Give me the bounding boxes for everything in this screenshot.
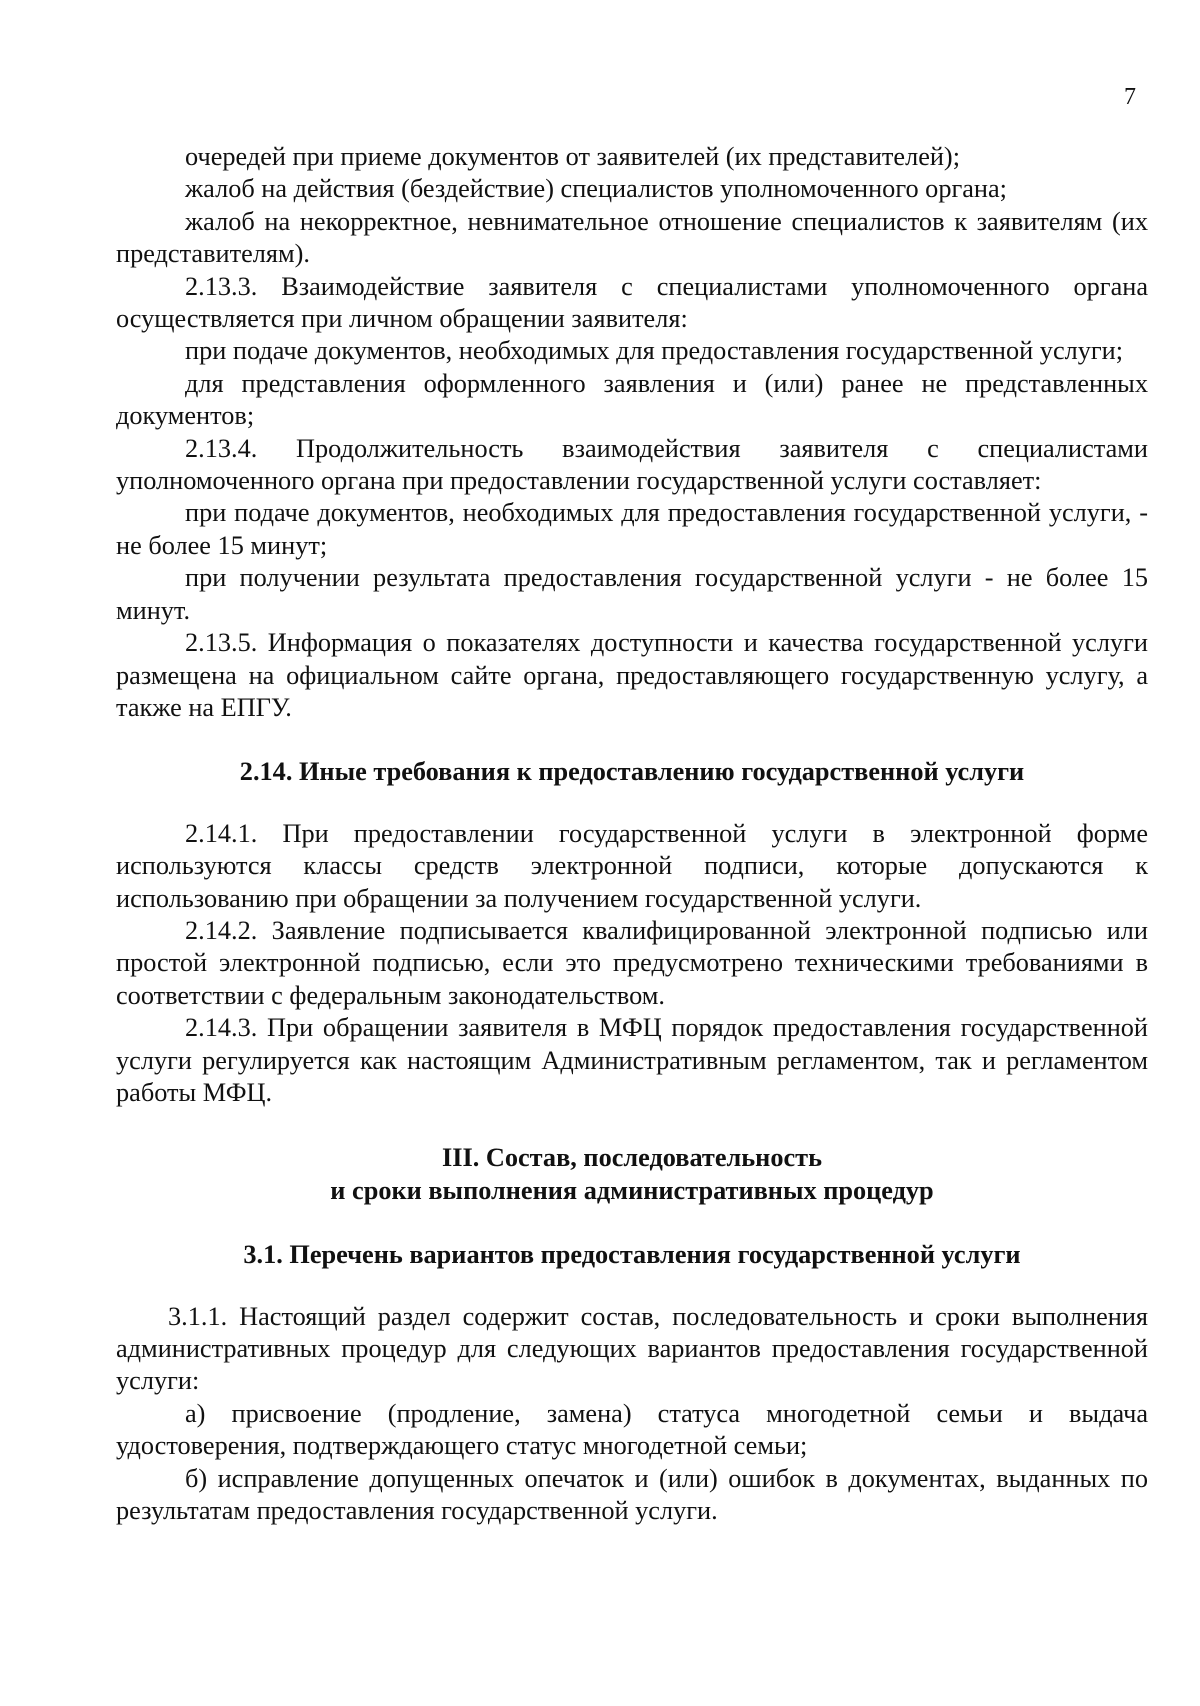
paragraph-complaints-attitude: жалоб на некорректное, невнимательное отношение специалистов к заявителям (их представителям). (116, 206, 1148, 269)
chapter-heading-iii (116, 1142, 1148, 1207)
paragraph-3-1-1: 3.1.1. Настоящий раздел содержит состав, последовательность и сроки выполнения административных процедур для следующих вариантов предоставления государственной услуги: (116, 1301, 1148, 1396)
section-heading-3-1: 3.1. Перечень вариантов предоставления государственной услуги (243, 1240, 1021, 1270)
paragraph-option-b: б) исправление допущенных опечаток и (или) ошибок в документах, выданных по результатам предоставления государственной услуги. (116, 1463, 1148, 1526)
paragraph-2-14-2: 2.14.2. Заявление подписывается квалифицированной электронной подписью или простой электронной подписью, если это предусмотрено техническими требованиями в соответствии с федеральным законодательством. (116, 915, 1148, 1010)
paragraph-complaints-actions: жалоб на действия (бездействие) специалистов уполномоченного органа; (185, 174, 1007, 204)
paragraph-2-13-3: 2.13.3. Взаимодействие заявителя с специалистами уполномоченного органа осуществляется при личном обращении заявителя: (116, 271, 1148, 334)
chapter-heading-line-1: III. Состав, последовательность (442, 1143, 822, 1173)
paragraph-2-13-5: 2.13.5. Информация о показателях доступности и качества государственной услуги размещена на официальном сайте органа, предоставляющего государственную услугу, а также на ЕПГУ. (116, 628, 1148, 722)
chapter-heading-line-2: и сроки выполнения административных процедур (330, 1175, 934, 1205)
paragraph-2-14-3: 2.14.3. При обращении заявителя в МФЦ порядок предоставления государственной услуги регулируется как настоящим Административным регламентом, так и регламентом работы МФЦ. (116, 1013, 1148, 1107)
paragraph-2-14-1: 2.14.1. При предоставлении государственной услуги в электронной форме используются классы средств электронной подписи, которые допускаются к использованию при обращении за получением государственной услуги. (116, 818, 1148, 913)
paragraph-queue-time: очередей при приеме документов от заявителей (их представителей); (185, 142, 961, 171)
paragraph-submission-duration: при подаче документов, необходимых для предоставления государственной услуги, - не более 15 минут; (116, 498, 1148, 560)
paragraph-submission-documents: при подаче документов, необходимых для предоставления государственной услуги; (185, 336, 1124, 366)
paragraph-application-presentation: для представления оформленного заявления и (или) ранее не представленных документов; (116, 368, 1148, 431)
page-number: 7 (1124, 84, 1136, 110)
section-heading-2-14: 2.14. Иные требования к предоставлению государственной услуги (239, 757, 1025, 787)
paragraph-option-a: а) присвоение (продление, замена) статуса многодетной семьи и выдача удостоверения, подтверждающего статус многодетной семьи; (116, 1398, 1148, 1461)
document-body (116, 141, 1148, 1527)
paragraph-result-duration: при получении результата предоставления государственной услуги - не более 15 минут. (116, 563, 1148, 625)
paragraph-2-13-4: 2.13.4. Продолжительность взаимодействия заявителя с специалистами уполномоченного органа при предоставлении государственной услуги составляет: (116, 433, 1148, 496)
